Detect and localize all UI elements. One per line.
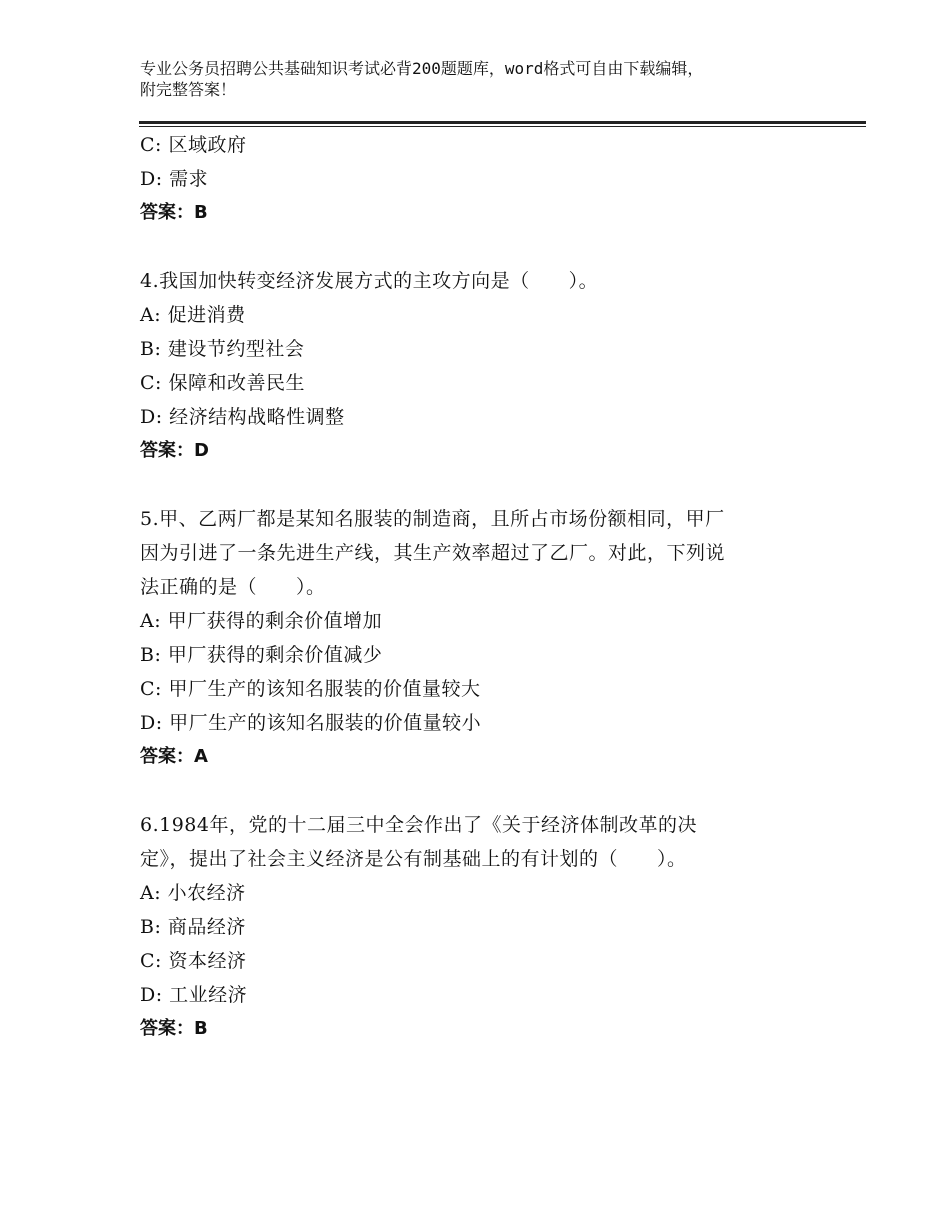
question-3-continued [140,128,830,230]
question-stem-line-1: 5.甲、乙两厂都是某知名服装的制造商，且所占市场份额相同，甲厂 [140,508,725,530]
question-stem-line-1: 6.1984年，党的十二届三中全会作出了《关于经济体制改革的决 [140,814,697,836]
option-c: C: 资本经济 [140,950,247,972]
question-4 [140,264,830,468]
answer-label: 答案：A [140,746,208,767]
question-6 [140,808,830,1046]
question-stem-line-2: 因为引进了一条先进生产线，其生产效率超过了乙厂。对此，下列说 [140,542,726,564]
header-divider-thick [139,121,866,124]
question-stem: 4.我国加快转变经济发展方式的主攻方向是（ ）。 [140,270,599,292]
option-c: C: 甲厂生产的该知名服装的价值量较大 [140,678,481,700]
option-b: B: 商品经济 [140,916,246,938]
document-header [140,58,820,100]
spacer [140,230,830,264]
option-d: D: 需求 [140,168,209,190]
header-title-line-1: 专业公务员招聘公共基础知识考试必背200题题库，word格式可自由下载编辑， [140,59,704,78]
question-stem-line-2: 定》，提出了社会主义经济是公有制基础上的有计划的（ ）。 [140,848,687,870]
header-divider-thin [139,126,866,127]
option-b: B: 甲厂获得的剩余价值减少 [140,644,383,666]
spacer [140,468,830,502]
question-5 [140,502,830,774]
option-c: C: 保障和改善民生 [140,372,305,394]
option-c: C: 区域政府 [140,134,247,156]
question-list [140,128,830,1046]
option-d: D: 工业经济 [140,984,248,1006]
answer-label: 答案：B [140,202,208,223]
option-a: A: 促进消费 [140,304,246,326]
option-d: D: 甲厂生产的该知名服装的价值量较小 [140,712,482,734]
option-a: A: 甲厂获得的剩余价值增加 [140,610,383,632]
option-b: B: 建设节约型社会 [140,338,305,360]
spacer [140,774,830,808]
question-stem-line-3: 法正确的是（ ）。 [140,576,326,598]
answer-label: 答案：B [140,1018,208,1039]
answer-label: 答案：D [140,440,209,461]
header-title-line-2: 附完整答案！ [140,80,237,99]
option-d: D: 经济结构战略性调整 [140,406,345,428]
option-a: A: 小农经济 [140,882,246,904]
